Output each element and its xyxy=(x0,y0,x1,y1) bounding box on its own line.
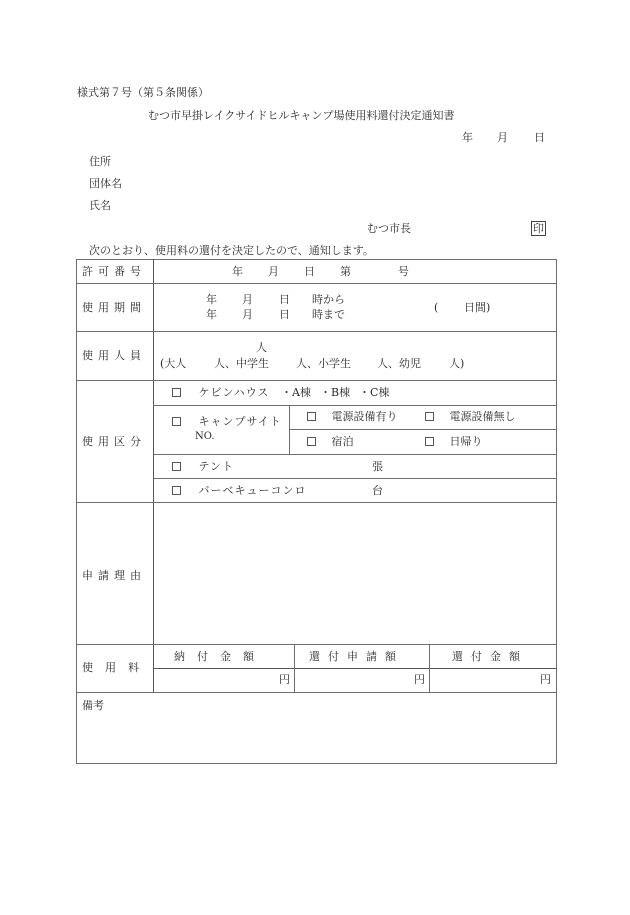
paid-amount-header: 納付金額 xyxy=(174,650,266,663)
cabin-c: ・C棟 xyxy=(359,386,390,399)
power-yes-checkbox[interactable] xyxy=(307,412,316,421)
usage-people-label: 使用人員 xyxy=(82,349,146,362)
daytrip-option[interactable] xyxy=(425,436,483,447)
overnight-option[interactable] xyxy=(307,436,354,447)
usage-fee-label: 使用料 xyxy=(82,661,151,674)
period-to-day: 日 xyxy=(279,308,290,321)
bbq-option[interactable] xyxy=(172,485,307,496)
overnight-label: 宿泊 xyxy=(331,435,354,448)
usage-period-label: 使用期間 xyxy=(82,301,146,314)
permit-year: 年 xyxy=(232,265,243,278)
group-name-label: 団体名 xyxy=(89,177,122,190)
permit-number-label: 許可番号 xyxy=(82,265,146,278)
permit-go: 号 xyxy=(398,265,409,278)
period-from-time: 時から xyxy=(312,293,345,306)
period-to-time: 時まで xyxy=(312,308,345,321)
period-from-day: 日 xyxy=(279,293,290,306)
period-from-year: 年 xyxy=(206,293,217,306)
period-to-year: 年 xyxy=(206,308,217,321)
power-yes-label: 電源設備有り xyxy=(331,410,398,423)
application-reason-label: 申請理由 xyxy=(82,569,146,582)
campsite-label: キャンプサイト xyxy=(198,415,282,428)
refund-amount-field[interactable] xyxy=(430,669,556,692)
requested-amount-header: 還付申請額 xyxy=(309,650,404,663)
address-label: 住所 xyxy=(89,155,111,168)
refund-amount-header: 還付金額 xyxy=(452,650,528,663)
requested-amount-field[interactable] xyxy=(295,669,429,692)
overnight-checkbox[interactable] xyxy=(307,437,316,446)
people-es-unit: 人、幼児 xyxy=(377,357,421,370)
people-infant-unit: 人) xyxy=(449,357,465,370)
permit-dai: 第 xyxy=(340,265,351,278)
intro-text: 次のとおり、使用料の還付を決定したので、通知します。 xyxy=(89,244,374,257)
permit-month: 月 xyxy=(268,265,279,278)
cabin-a: ・A棟 xyxy=(281,386,311,399)
period-from-month: 月 xyxy=(242,293,253,306)
people-adult-unit: 人、中学生 xyxy=(214,357,269,370)
date-month: 月 xyxy=(497,131,508,144)
name-label: 氏名 xyxy=(89,199,111,212)
permit-day: 日 xyxy=(304,265,315,278)
seal-stamp: 印 xyxy=(533,222,544,235)
campsite-checkbox[interactable] xyxy=(172,417,181,426)
paid-amount-unit: 円 xyxy=(279,673,290,686)
people-jhs-unit: 人、小学生 xyxy=(296,357,351,370)
tent-option[interactable] xyxy=(172,461,234,472)
power-no-checkbox[interactable] xyxy=(425,412,434,421)
date-year: 年 xyxy=(462,131,473,144)
daytrip-checkbox[interactable] xyxy=(425,437,434,446)
bbq-unit: 台 xyxy=(372,484,383,497)
daytrip-label: 日帰り xyxy=(449,435,483,448)
tent-unit: 張 xyxy=(372,460,383,473)
cabin-checkbox[interactable] xyxy=(172,388,181,397)
campsite-no: NO. xyxy=(195,431,215,442)
issuer-name: むつ市長 xyxy=(367,222,411,235)
remarks-label: 備考 xyxy=(82,699,104,712)
requested-amount-unit: 円 xyxy=(414,673,425,686)
usage-category-label: 使用区分 xyxy=(82,435,146,448)
power-yes-option[interactable] xyxy=(307,411,398,422)
power-no-option[interactable] xyxy=(425,411,516,422)
period-to-month: 月 xyxy=(242,308,253,321)
refund-amount-unit: 円 xyxy=(540,673,551,686)
cabin-b: ・B棟 xyxy=(320,386,351,399)
power-no-label: 電源設備無し xyxy=(449,410,516,423)
people-total-unit: 人 xyxy=(256,341,267,354)
cabin-option[interactable] xyxy=(172,387,269,398)
application-reason-field[interactable] xyxy=(154,503,556,644)
bbq-label: バーベキューコンロ xyxy=(198,484,307,497)
tent-label: テント xyxy=(198,460,234,473)
campsite-option[interactable] xyxy=(172,416,282,427)
form-number: 様式第７号（第５条関係） xyxy=(77,86,209,99)
period-days: 日間) xyxy=(464,301,491,314)
cabin-label: ケビンハウス xyxy=(198,386,270,399)
remarks-field[interactable] xyxy=(77,714,556,762)
tent-checkbox[interactable] xyxy=(172,462,181,471)
people-adult: (大人 xyxy=(160,357,187,370)
paid-amount-field[interactable] xyxy=(154,669,294,692)
period-days-open: ( xyxy=(434,301,439,314)
bbq-checkbox[interactable] xyxy=(172,486,181,495)
document-title: むつ市早掛レイクサイドヒルキャンプ場使用料還付決定通知書 xyxy=(148,109,455,122)
date-day: 日 xyxy=(534,131,545,144)
